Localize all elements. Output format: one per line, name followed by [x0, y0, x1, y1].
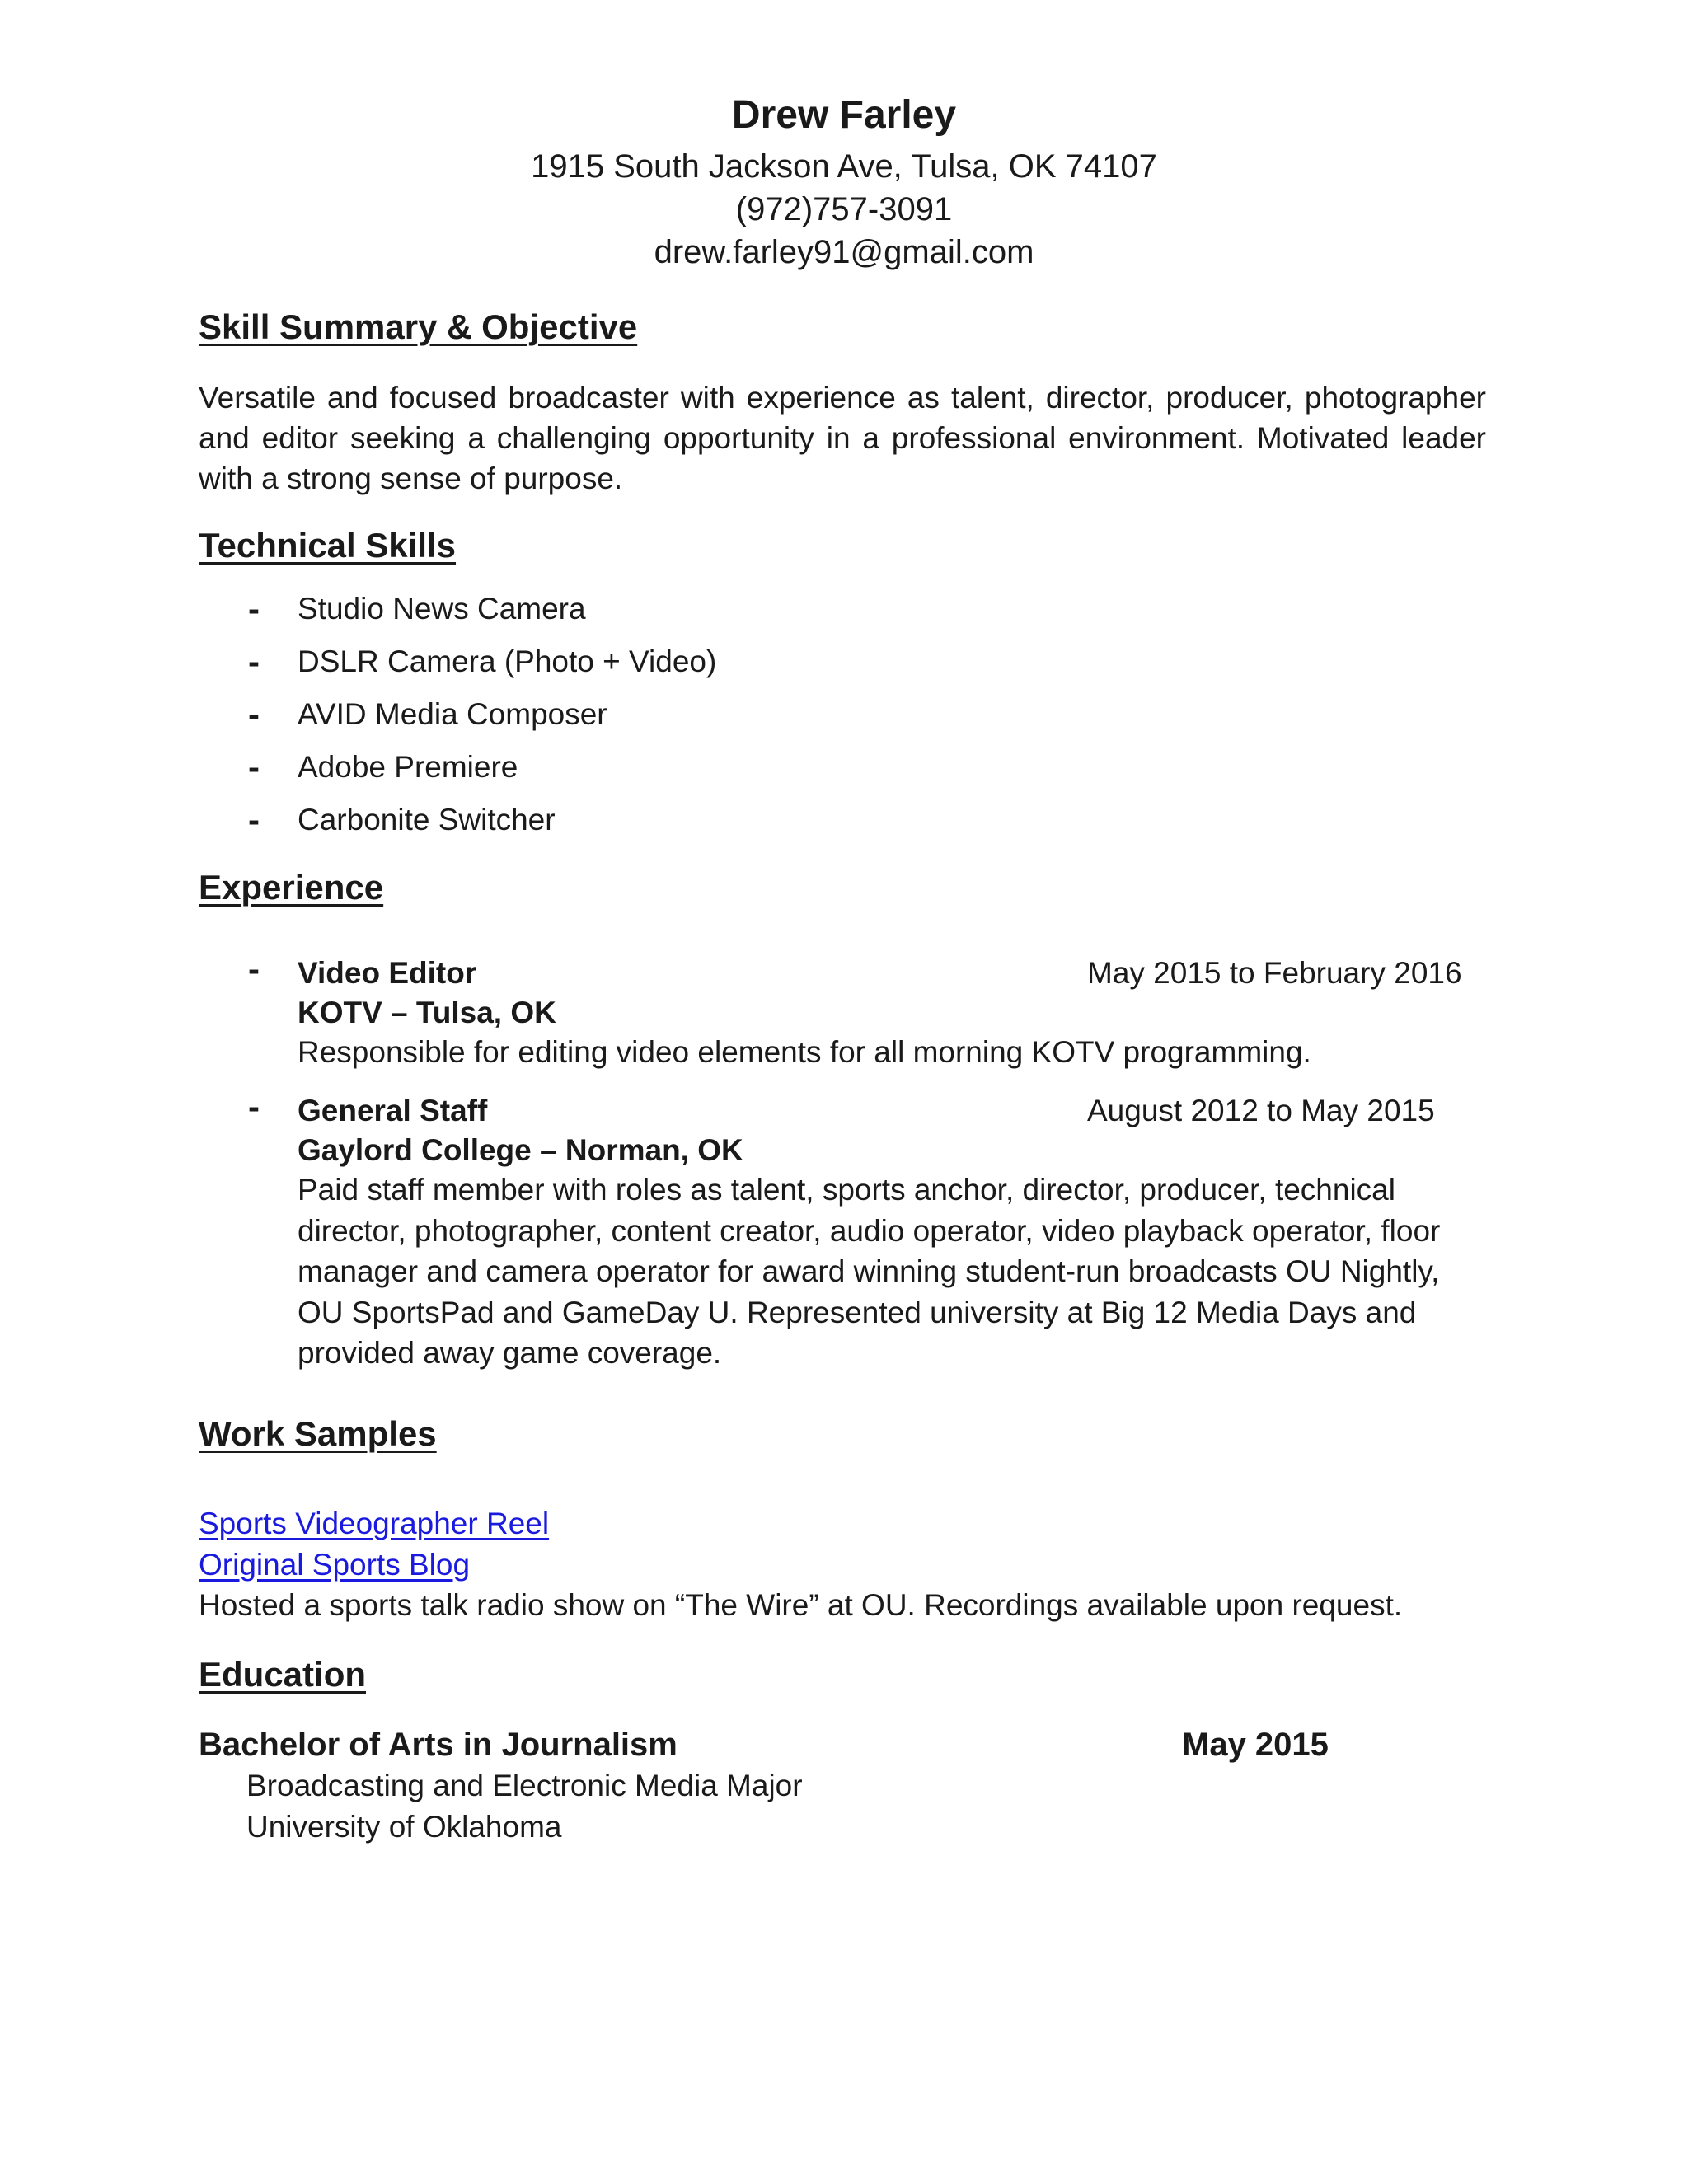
section-heading-skills: Technical Skills — [199, 526, 457, 565]
bullet-dash: - — [248, 589, 260, 628]
section-heading-education: Education — [199, 1655, 367, 1694]
email-address: drew.farley91@gmail.com — [654, 234, 1034, 270]
phone-number: (972)757-3091 — [735, 191, 953, 227]
skill-label: Carbonite Switcher — [298, 803, 556, 837]
job-description: Responsible for editing video elements for all morning KOTV programming. — [298, 1035, 1311, 1069]
radio-show-note: Hosted a sports talk radio show on “The Wire” at OU. Recordings available upon request. — [199, 1588, 1403, 1622]
sports-videographer-reel-link[interactable]: Sports Videographer Reel — [199, 1507, 550, 1540]
bullet-dash: - — [248, 695, 260, 733]
bullet-dash: - — [248, 949, 260, 988]
job-dates: August 2012 to May 2015 — [1087, 1094, 1435, 1127]
section-heading-experience: Experience — [199, 868, 384, 907]
skill-label: DSLR Camera (Photo + Video) — [298, 644, 717, 678]
job-organization: KOTV – Tulsa, OK — [298, 996, 556, 1029]
job-organization: Gaylord College – Norman, OK — [298, 1133, 743, 1167]
bullet-dash: - — [248, 1087, 260, 1126]
original-sports-blog-link[interactable]: Original Sports Blog — [199, 1548, 471, 1582]
bullet-dash: - — [248, 800, 260, 839]
job-description: Paid staff member with roles as talent, sports anchor, director, producer, technical director, photographer, content creator, audio operator, video playback operator, floor manager and camera operator for award winning student-run broadcasts OU Nightly, OU SportsPad and GameDay U. Represented university at Big 12 Media Days and provided away game coverage. — [298, 1173, 1441, 1370]
job-dates: May 2015 to February 2016 — [1087, 956, 1462, 990]
resume-name: Drew Farley — [731, 93, 957, 137]
bullet-dash: - — [248, 748, 260, 786]
degree-title: Bachelor of Arts in Journalism — [199, 1727, 678, 1763]
summary-text: Versatile and focused broadcaster with experience as talent, director, producer, photographer and editor seeking a challenging opportunity in a professional environment. Motivated leader with a strong sense of purpose. — [199, 381, 1486, 495]
degree-date: May 2015 — [1182, 1727, 1329, 1763]
section-heading-summary: Skill Summary & Objective — [199, 307, 638, 346]
section-heading-work-samples: Work Samples — [199, 1414, 437, 1453]
school-name: University of Oklahoma — [246, 1810, 562, 1844]
bullet-dash: - — [248, 642, 260, 681]
job-title: General Staff — [298, 1094, 488, 1127]
skill-label: Studio News Camera — [298, 592, 586, 626]
job-title: Video Editor — [298, 956, 477, 990]
skill-label: Adobe Premiere — [298, 750, 518, 784]
address: 1915 South Jackson Ave, Tulsa, OK 74107 — [531, 148, 1157, 185]
degree-major: Broadcasting and Electronic Media Major — [246, 1769, 803, 1802]
skill-label: AVID Media Composer — [298, 697, 607, 731]
